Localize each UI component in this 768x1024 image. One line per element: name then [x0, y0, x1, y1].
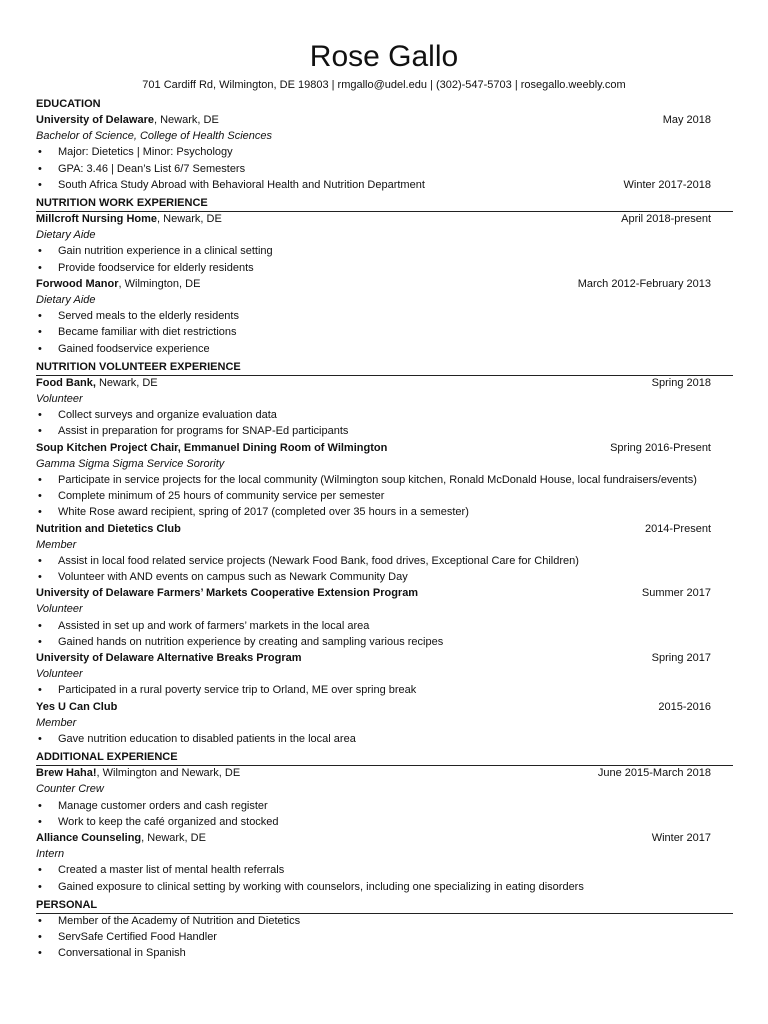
bullet-item: • Participate in service projects for the local community (Wilmington soup kitchen, Ronald McDonald House, local fundraisers/events): [36, 472, 713, 488]
section-heading: NUTRITION VOLUNTEER EXPERIENCE: [36, 360, 713, 375]
entry-date: Spring 2016-Present: [610, 441, 711, 454]
entry-role: Member: [36, 716, 77, 729]
resume-body: [36, 94, 713, 961]
entry-location: , Wilmington, DE: [118, 277, 201, 290]
organization-name: University of Delaware Alternative Breaks Program: [36, 652, 302, 665]
entry-title: [36, 521, 181, 537]
bullet-list: [36, 553, 713, 585]
entry-location: , Wilmington and Newark, DE: [96, 767, 241, 780]
entry-header: [36, 699, 713, 715]
bullet-item: • White Rose award recipient, spring of 2017 (completed over 35 hours in a semester): [36, 504, 713, 520]
entry-date: May 2018: [662, 114, 711, 126]
bullet-item: • Gained foodservice experience: [36, 341, 713, 357]
entry-date: March 2012-February 2013: [577, 277, 711, 290]
bullet-list: [36, 243, 713, 275]
bullet-list: [36, 618, 713, 650]
entry-date: Summer 2017: [641, 587, 711, 600]
bullet-item: • Gain nutrition experience in a clinical setting: [36, 243, 713, 259]
entry-role: Bachelor of Science, College of Health Sciences: [36, 130, 273, 143]
bullet-item: • Assisted in set up and work of farmers’ markets in the local area: [36, 618, 713, 634]
bullet-list: [36, 798, 713, 830]
bullet-item: • Member of the Academy of Nutrition and Dietetics: [36, 913, 713, 929]
bullet-row: [58, 177, 713, 193]
bullet-list: [36, 862, 713, 894]
bullet-list: [36, 913, 713, 962]
entry-title: [36, 699, 117, 715]
entry-title: [36, 112, 219, 128]
entry-header: [36, 521, 713, 537]
bullet-item: • Became familiar with diet restrictions: [36, 324, 713, 340]
entry-role: Volunteer: [36, 668, 83, 681]
organization-name: Soup Kitchen Project Chair, Emmanuel Dining Room of Wilmington: [36, 441, 388, 454]
organization-name: Nutrition and Dietetics Club: [36, 522, 181, 535]
bullet-text: • South Africa Study Abroad with Behavioral Health and Nutrition Department: [58, 178, 425, 191]
organization-name: University of Delaware: [36, 114, 154, 126]
entry-header: [36, 211, 713, 227]
bullet-item: [36, 177, 713, 193]
entry-header: [36, 440, 713, 456]
entry-role: Volunteer: [36, 603, 83, 616]
entry-header: [36, 375, 713, 391]
bullet-item: • Manage customer orders and cash register: [36, 798, 713, 814]
entry-header: [36, 276, 713, 292]
organization-name: Forwood Manor: [36, 277, 119, 290]
entry-title: [36, 830, 206, 846]
bullet-item: • Created a master list of mental health referrals: [36, 862, 713, 878]
bullet-item: • GPA: 3.46 | Dean’s List 6/7 Semesters: [36, 161, 713, 177]
entry-location: , Newark, DE: [157, 212, 222, 225]
bullet-item: • Conversational in Spanish: [36, 945, 713, 961]
section-heading: ADDITIONAL EXPERIENCE: [36, 750, 713, 765]
bullet-item: • Served meals to the elderly residents: [36, 308, 713, 324]
entry-location: Newark, DE: [95, 376, 158, 389]
entry-role: Dietary Aide: [36, 229, 96, 242]
entry-header: [36, 112, 713, 128]
entry-role: Volunteer: [36, 392, 83, 405]
bullet-item: • Work to keep the café organized and stocked: [36, 814, 713, 830]
bullet-list: [36, 682, 713, 698]
bullet-list: [36, 731, 713, 747]
bullet-item: • Complete minimum of 25 hours of community service per semester: [36, 488, 713, 504]
resume-name: Rose Gallo: [309, 40, 459, 73]
bullet-item: • Collect surveys and organize evaluation data: [36, 407, 713, 423]
bullet-item: • Volunteer with AND events on campus such as Newark Community Day: [36, 569, 713, 585]
entry-role: Member: [36, 538, 77, 551]
section-heading: PERSONAL: [36, 898, 713, 913]
organization-name: Food Bank,: [36, 376, 96, 389]
section-heading: NUTRITION WORK EXPERIENCE: [36, 196, 713, 211]
organization-name: Brew Haha!: [36, 767, 97, 780]
entry-title: [36, 375, 158, 391]
bullet-item: • Gained hands on nutrition experience by creating and sampling various recipes: [36, 634, 713, 650]
entry-date: Spring 2017: [651, 652, 711, 665]
entry-location: , Newark, DE: [141, 832, 206, 845]
entry-title: [36, 765, 240, 781]
entry-title: [36, 276, 200, 292]
entry-date: June 2015-March 2018: [597, 767, 711, 780]
entry-date: Winter 2017: [651, 832, 711, 845]
contact-line: 701 Cardiff Rd, Wilmington, DE 19803 | rmgallo@udel.edu | (302)-547-5703 | rosegallo.weebly.com: [142, 79, 626, 91]
bullet-item: • ServSafe Certified Food Handler: [36, 929, 713, 945]
bullet-list: [36, 472, 713, 521]
organization-name: Alliance Counseling: [36, 832, 142, 845]
entry-date: Winter 2017-2018: [623, 178, 711, 191]
organization-name: Yes U Can Club: [36, 700, 118, 713]
entry-date: April 2018-present: [621, 212, 711, 225]
organization-name: University of Delaware Farmers’ Markets Cooperative Extension Program: [36, 587, 419, 600]
bullet-item: • Provide foodservice for elderly residents: [36, 260, 713, 276]
section-heading: EDUCATION: [36, 98, 101, 110]
entry-title: [36, 440, 387, 456]
entry-header: [36, 830, 713, 846]
bullet-item: • Assist in preparation for programs for SNAP-Ed participants: [36, 423, 713, 439]
bullet-list: [36, 308, 713, 357]
entry-header: [36, 585, 713, 601]
entry-title: [36, 650, 302, 666]
entry-role: Gamma Sigma Sigma Service Sorority: [36, 457, 225, 470]
entry-role: Dietary Aide: [36, 293, 96, 306]
entry-header: [36, 765, 713, 781]
organization-name: Millcroft Nursing Home: [36, 212, 158, 225]
bullet-item: • Assist in local food related service projects (Newark Food Bank, food drives, Exceptional Care for Children): [36, 553, 713, 569]
entry-role: Intern: [36, 848, 65, 861]
entry-date: Spring 2018: [651, 376, 711, 389]
bullet-item: • Gained exposure to clinical setting by working with counselors, including one specializing in eating disorders: [36, 879, 713, 895]
entry-location: , Newark, DE: [154, 114, 219, 126]
entry-header: [36, 650, 713, 666]
bullet-item: • Gave nutrition education to disabled patients in the local area: [36, 731, 713, 747]
bullet-list: [36, 407, 713, 439]
entry-date: 2015-2016: [658, 700, 711, 713]
bullet-item: • Major: Dietetics | Minor: Psychology: [36, 144, 713, 160]
entry-date: 2014-Present: [644, 522, 711, 535]
entry-title: [36, 585, 418, 601]
bullet-item: • Participated in a rural poverty service trip to Orland, ME over spring break: [36, 682, 713, 698]
entry-title: [36, 211, 222, 227]
bullet-list: [36, 144, 713, 193]
entry-role: Counter Crew: [36, 783, 104, 796]
